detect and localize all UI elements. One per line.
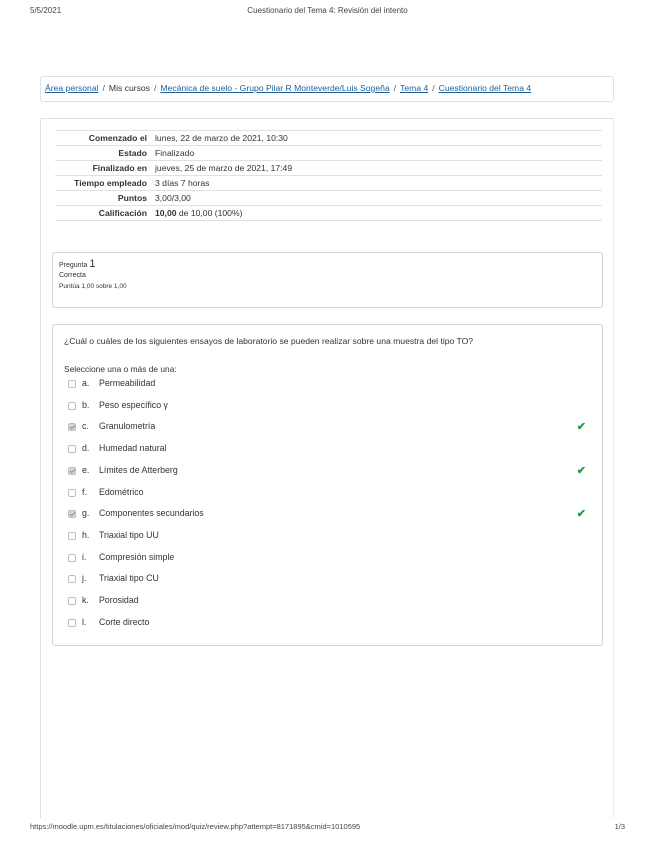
correct-check-icon: ✔	[576, 421, 586, 434]
answer-option[interactable]	[68, 443, 592, 457]
answer-label: Porosidad	[99, 595, 139, 605]
print-doc-title: Cuestionario del Tema 4: Revisión del intento	[247, 6, 408, 15]
summary-row	[55, 131, 602, 146]
breadcrumb-course-link[interactable]: Mecánica de suelo - Grupo Pilar R Monteverde/Luis Sogeña	[160, 83, 390, 93]
answer-checkbox[interactable]	[68, 532, 76, 540]
breadcrumb-section-link[interactable]: Tema 4	[400, 83, 429, 93]
print-footer	[0, 822, 655, 836]
answer-option[interactable]	[68, 573, 592, 587]
summary-label: Finalizado en	[92, 163, 147, 173]
answer-letter: f.	[82, 486, 87, 497]
correct-check-icon: ✔	[576, 464, 586, 477]
breadcrumb-quiz-link[interactable]: Cuestionario del Tema 4	[438, 83, 532, 93]
answer-letter: g.	[82, 508, 90, 519]
correct-check-icon: ✔	[576, 508, 586, 521]
summary-value: 3,00/3,00	[155, 193, 191, 203]
answer-option[interactable]	[68, 465, 592, 479]
summary-value: Finalizado	[155, 148, 195, 158]
summary-label: Comenzado el	[88, 133, 147, 143]
answer-letter: j.	[82, 573, 87, 584]
attempt-summary-table	[55, 130, 602, 221]
summary-value: 3 días 7 horas	[155, 178, 210, 188]
answer-label: Compresión simple	[99, 551, 175, 562]
summary-row	[55, 161, 602, 176]
answer-option[interactable]	[68, 487, 592, 501]
answer-checkbox[interactable]	[68, 402, 76, 410]
answer-label: Corte directo	[99, 616, 150, 627]
summary-label: Tiempo empleado	[74, 178, 147, 188]
answer-option[interactable]	[68, 508, 592, 522]
answer-prompt: Seleccione una o más de una:	[64, 364, 177, 374]
answer-label: Peso específico γ	[99, 399, 168, 410]
answer-label: Edométrico	[99, 486, 144, 497]
summary-value: 10,00 de 10,00 (100%)	[155, 208, 243, 218]
answer-letter: l.	[82, 616, 87, 627]
summary-row	[55, 146, 602, 161]
answer-checkbox[interactable]	[68, 510, 76, 518]
summary-row	[55, 206, 602, 221]
answer-option[interactable]	[68, 595, 592, 609]
summary-value: jueves, 25 de marzo de 2021, 17:49	[155, 163, 293, 173]
answer-label: Permeabilidad	[99, 378, 156, 388]
answer-checkbox[interactable]	[68, 423, 76, 431]
answer-letter: b.	[82, 399, 90, 410]
answer-label: Granulometría	[99, 421, 156, 432]
question-number: Pregunta 1	[59, 258, 96, 270]
question-text: ¿Cuál o cuáles de los siguientes ensayos de laboratorio se pueden realizar sobre una muestra del tipo TO?	[64, 336, 474, 346]
answer-label: Triaxial tipo CU	[99, 573, 159, 584]
answer-checkbox[interactable]	[68, 619, 76, 627]
answer-checkbox[interactable]	[68, 467, 76, 475]
answer-letter: i.	[82, 551, 87, 562]
summary-value: lunes, 22 de marzo de 2021, 10:30	[155, 133, 288, 143]
answer-letter: a.	[82, 378, 90, 388]
print-date: 5/5/2021	[30, 6, 62, 15]
answer-letter: h.	[82, 529, 90, 540]
answer-label: Humedad natural	[99, 443, 167, 454]
answer-checkbox[interactable]	[68, 575, 76, 583]
breadcrumb: Área personal / Mis cursos / Mecánica de suelo - Grupo Pilar R Monteverde/Luis Sogeña / Tema 4 / Cuestionario del Tema 4	[40, 76, 614, 102]
answer-checkbox[interactable]	[68, 597, 76, 605]
print-url: https://moodle.upm.es/titulaciones/oficiales/mod/quiz/review.php?attempt=8171895&cmid=1010595	[30, 822, 361, 831]
question-state: Correcta	[59, 272, 86, 279]
answer-letter: c.	[82, 421, 89, 432]
summary-label: Puntos	[117, 193, 147, 203]
summary-label: Estado	[118, 148, 147, 158]
answer-checkbox[interactable]	[68, 554, 76, 562]
answer-letter: d.	[82, 443, 90, 454]
summary-row	[55, 176, 602, 191]
answer-label: Componentes secundarios	[99, 508, 204, 519]
answer-option[interactable]	[68, 617, 592, 631]
answer-checkbox[interactable]	[68, 489, 76, 497]
summary-row	[55, 191, 602, 206]
question-grade: Puntúa 1,00 sobre 1,00	[59, 283, 127, 290]
answer-option[interactable]	[68, 530, 592, 544]
breadcrumb-home-link[interactable]: Área personal	[45, 83, 99, 93]
answer-checkbox[interactable]	[68, 380, 76, 388]
answer-label: Triaxial tipo UU	[99, 529, 159, 540]
answer-letter: k.	[82, 595, 89, 605]
answer-option[interactable]	[68, 378, 592, 392]
print-page-number: 1/3	[614, 822, 625, 831]
answer-checkbox[interactable]	[68, 445, 76, 453]
answer-option[interactable]	[68, 421, 592, 435]
print-header	[0, 6, 655, 20]
question-info-box	[52, 252, 603, 308]
breadcrumb-courses: Mis cursos	[108, 83, 150, 93]
answer-letter: e.	[82, 464, 90, 475]
answer-label: Límites de Atterberg	[99, 464, 178, 475]
answer-option[interactable]	[68, 400, 592, 414]
summary-label: Calificación	[98, 208, 147, 218]
answer-option[interactable]	[68, 552, 592, 566]
